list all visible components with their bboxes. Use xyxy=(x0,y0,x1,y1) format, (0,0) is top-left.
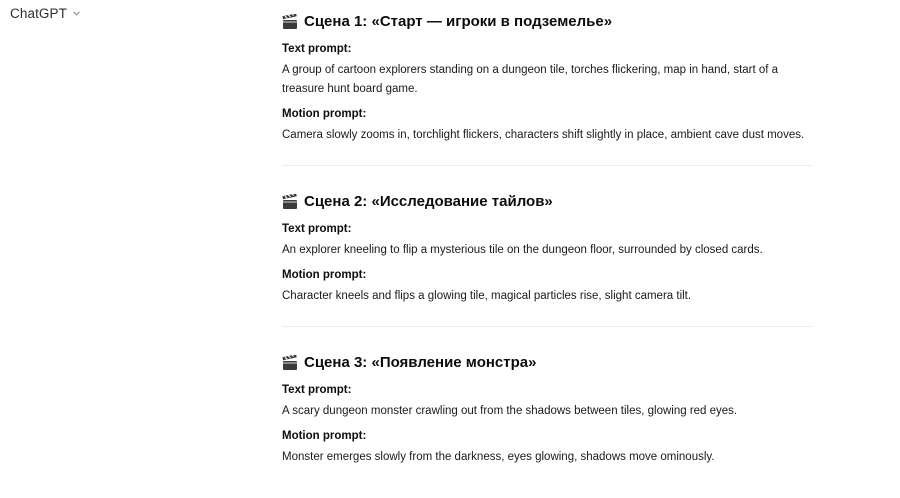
text-prompt: A scary dungeon monster crawling out from the shadows between tiles, glowing red eyes. xyxy=(282,405,738,417)
divider xyxy=(282,165,812,166)
text-prompt-label: Text prompt: xyxy=(282,223,352,235)
scene-title: Сцена 1: «Старт — игроки в подземелье» xyxy=(304,13,613,30)
scene-block xyxy=(282,341,812,467)
motion-prompt-label: Motion prompt: xyxy=(282,269,367,281)
motion-prompt: Camera slowly zooms in, torchlight flickers, characters shift slightly in place, ambient cave dust moves. xyxy=(282,129,805,141)
scene-heading xyxy=(282,12,812,32)
motion-prompt: Monster emerges slowly from the darkness, eyes glowing, shadows move ominously. xyxy=(282,451,715,463)
assistant-message xyxy=(282,0,812,475)
motion-prompt-label: Motion prompt: xyxy=(282,108,367,120)
text-prompt-label: Text prompt: xyxy=(282,384,352,396)
scene-block xyxy=(282,180,812,306)
scene-heading xyxy=(282,353,812,373)
scene-block xyxy=(282,0,812,145)
divider xyxy=(282,326,812,327)
clapperboard-icon xyxy=(282,355,298,371)
scene-title: Сцена 3: «Появление монстра» xyxy=(304,354,537,371)
text-prompt-label: Text prompt: xyxy=(282,43,352,55)
clapperboard-icon xyxy=(282,194,298,210)
model-selector-label: ChatGPT xyxy=(10,6,67,21)
motion-prompt-label: Motion prompt: xyxy=(282,430,367,442)
chevron-down-icon xyxy=(72,9,81,18)
scene-title: Сцена 2: «Исследование тайлов» xyxy=(304,193,553,210)
scene-heading xyxy=(282,192,812,212)
model-selector[interactable] xyxy=(10,6,81,21)
clapperboard-icon xyxy=(282,14,298,30)
text-prompt: A group of cartoon explorers standing on a dungeon tile, torches flickering, map in hand, start of a treasure hunt board game. xyxy=(282,64,779,95)
text-prompt: An explorer kneeling to flip a mysterious tile on the dungeon floor, surrounded by closed cards. xyxy=(282,244,763,256)
motion-prompt: Character kneels and flips a glowing tile, magical particles rise, slight camera tilt. xyxy=(282,290,692,302)
